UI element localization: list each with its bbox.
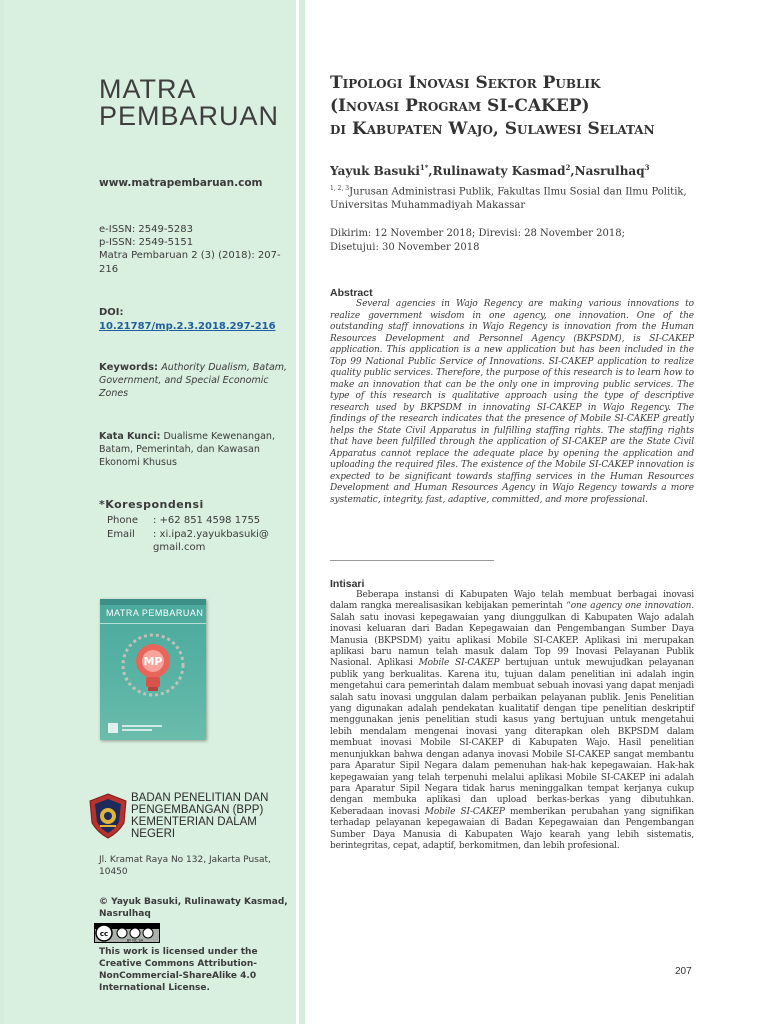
abstract-heading: Abstract <box>330 287 373 299</box>
title-line3: di Kabupaten Wajo, Sulawesi Selatan <box>330 119 655 139</box>
svg-text:cc: cc <box>99 930 109 938</box>
title-line1: Tipologi Inovasi Sektor Publik <box>330 73 601 93</box>
intisari-text-2: . Salah satu inovasi kepegawaian yang diunggulkan di Kabupaten Wajo adalah inovasi keluaran dari Badan Kepegawaian dan Pengembangan Sumber Daya Manusia (BKPSDM) yaitu aplikasi Mobile SI-CAKEP. Aplikasi ini merupakan aplikasi baru namun telah masuk dalam Top 99 Inovasi Pelayanan Publik Nasional. Aplikasi <box>330 601 694 669</box>
intisari-text-4: memberikan perubahan yang signifikan terhadap pelayanan kepegawaian di Badan Kepegawaian dan Pengembangan Sumber Daya Manusia di Kabupaten Wajo kearah yang lebih sistematis, berintegritas, cepat, adaptif, berkomitmen, dan lebih profesional. <box>330 806 694 851</box>
author-1: Yayuk Basuki <box>330 164 420 178</box>
lightbulb-icon <box>123 635 183 695</box>
author-3-sup: 3 <box>644 163 650 172</box>
intisari-heading: Intisari <box>330 578 365 590</box>
cover-artwork <box>100 599 206 740</box>
email-value[interactable]: : xi.ipa2.yayukbasuki@ gmail.com <box>153 529 269 553</box>
journal-name-line1: MATRA <box>99 74 197 104</box>
keywords-label: Keywords: <box>99 362 159 373</box>
abstract-body: Several agencies in Wajo Regency are making various innovations to realize government wisdom in one agency, one innovation. One of the outstanding staff innovations in Wajo Regency is innovation from the Human Resources Development and Personnel Agency (BKPSDM), is SI-CAKEP application. This application is a new application but has been included in the Top 99 National Public Service of Innovations. SI-CAKEP application to realize quality public services. Therefore, the purpose of this research is to learn how to make an innovation that can be the only one in improving public services. The type of this research is qualitative approach using the type of descriptive research used by BKPSDM in innovating SI-CAKEP in Wajo Regency. The findings of the research indicates that the presence of Mobile SI-CAKEP greatly helps the State Civil Apparatus in fulfilling staffing rights. The staffing rights that have been fulfilled through the application of SI-CAKEP are the State Civil Apparatus cannot replace the adequate place by opening the application and uploading the required files. The existence of the Mobile SI-CAKEP innovation is expected to be significant towards staffing services in the Human Resources Development and Human Resources Agency in Wajo Regency towards a more systematic, integrity, fast, adaptive, committed, and more professional. <box>330 299 694 505</box>
kata-kunci <box>99 430 289 469</box>
institution-line1: BADAN PENELITIAN DAN <box>131 792 269 804</box>
affiliation <box>330 182 690 213</box>
cc-license-icon[interactable] <box>94 923 160 943</box>
email-row <box>107 528 287 554</box>
page-number: 207 <box>675 966 692 977</box>
website-link[interactable]: www.matrapembaruan.com <box>99 177 263 189</box>
phone-label: Phone <box>107 515 138 526</box>
institution-address: Jl. Kramat Raya No 132, Jakarta Pusat, 10450 <box>99 855 271 877</box>
author-1-sup: 1* <box>419 163 429 172</box>
license-text: This work is licensed under the Creative Commons Attribution-NonCommercial-ShareAlike 4.0 International License. <box>99 947 258 993</box>
intisari-text-3: bertujuan untuk mewujudkan pelayanan publik yang berkualitas. Karena itu, tujuan dalam penelitian ini adalah ingin mengetahui cara pemerintah dalam membuat sebuah inovasi yang dapat menjadi salah satu inovasi unggulan dalam perbaikan pelayanan publik. Jenis Penelitian yang digunakan adalah pendekatan kualitatif dengan tipe penelitian deskriptif menggunakan jenis penelitian studi kasus yang bertujuan untuk mengetahui lebih mendalam mengenai inovasi yang diterapkan oleh BKPSDM dalam membuat inovasi Mobile SI-CAKEP di Kabupaten Wajo. Hasil penelitian menunjukkan bahwa dengan adanya inovasi Mobile SI-CAKEP sangat membantu para Aparatur Sipil Negara dalam pemenuhan hak-hak kepegawaian. Hak-hak kepegawaian yang telah terpenuhi melalui aplikasi Mobile SI-CAKEP ini adalah para Aparatur Sipil Negara tidak harus meninggalkan tempat kerjanya cukup dengan membuka aplikasi dan upload berkas-berkas yang dibutuhkan. Keberadaan inovasi <box>330 658 694 817</box>
article-title <box>330 72 750 141</box>
intisari-text-1: Beberapa instansi di Kabupaten Wajo telah membuat berbagai inovasi dalam rangka merealisasikan kebijakan pemerintah “ <box>330 590 694 612</box>
phone-row <box>107 514 260 527</box>
cc-terms-label: BY NC SA <box>126 938 144 943</box>
cover-title: MATRA PEMBARUAN <box>106 608 204 618</box>
kata-kunci-label: Kata Kunci: <box>99 431 161 442</box>
svg-text:MP: MP <box>143 655 163 668</box>
email-label: Email <box>107 529 135 540</box>
korespondensi-title: *Korespondensi <box>99 498 204 511</box>
journal-name <box>99 76 299 130</box>
intisari-emphasis-2: Mobile SI-CAKEP <box>418 658 500 669</box>
author-2-sup: 2 <box>565 163 571 172</box>
doi-link[interactable]: 10.21787/mp.2.3.2018.297-216 <box>99 321 276 332</box>
volume-info: Matra Pembaruan 2 (3) (2018): 207-216 <box>99 250 281 275</box>
author-3: Nasrulhaq <box>574 164 645 178</box>
intisari-body <box>330 590 694 852</box>
keywords-value: Authority Dualism, Batam, Government, and Special Economic Zones <box>99 362 288 399</box>
journal-cover-image <box>100 599 206 740</box>
keywords <box>99 361 289 400</box>
institution-line2: PENGEMBANGAN (BPP) <box>131 804 264 816</box>
author-2: Rulinawaty Kasmad <box>432 164 566 178</box>
institution-name <box>131 792 296 840</box>
eissn: e-ISSN: 2549-5283 <box>99 224 193 235</box>
dates-submitted-revised: Dikirim: 12 November 2018; Direvisi: 28 November 2018; <box>330 228 625 239</box>
dates-accepted: Disetujui: 30 November 2018 <box>330 242 480 253</box>
section-divider <box>330 560 494 561</box>
copyright-notice: © Yayuk Basuki, Rulinawaty Kasmad, Nasrulhaq <box>99 897 288 919</box>
authors: Yayuk Basuki$^{1*}$,Rulinawaty Kasmad$^2$,Nasrulhaq$^3$ <box>330 163 650 178</box>
doi-label: DOI: <box>99 307 124 318</box>
journal-name-line2: PEMBARUAN <box>99 101 280 131</box>
intisari-emphasis-3: Mobile SI-CAKEP <box>424 806 505 817</box>
intisari-emphasis-1: one agency one innovation <box>570 601 692 612</box>
kata-kunci-value: Dualisme Kewenangan, Batam, Pemerintah, dan Kawasan Ekonomi Khusus <box>99 431 275 468</box>
affiliation-sup: 1, 2, 3 <box>330 185 350 192</box>
phone-value: : +62 851 4598 1755 <box>153 515 261 526</box>
institution-line3: KEMENTERIAN DALAM <box>131 816 257 828</box>
title-line2: (Inovasi Program SI-CAKEP) <box>330 96 590 116</box>
pissn: p-ISSN: 2549-5151 <box>99 237 194 248</box>
affiliation-text: Jurusan Administrasi Publik, Fakultas Ilmu Sosial dan Ilmu Politik, Universitas Muhammadiyah Makassar <box>330 186 687 212</box>
institution-line4: NEGERI <box>131 828 176 840</box>
bpp-logo-icon <box>88 793 128 839</box>
